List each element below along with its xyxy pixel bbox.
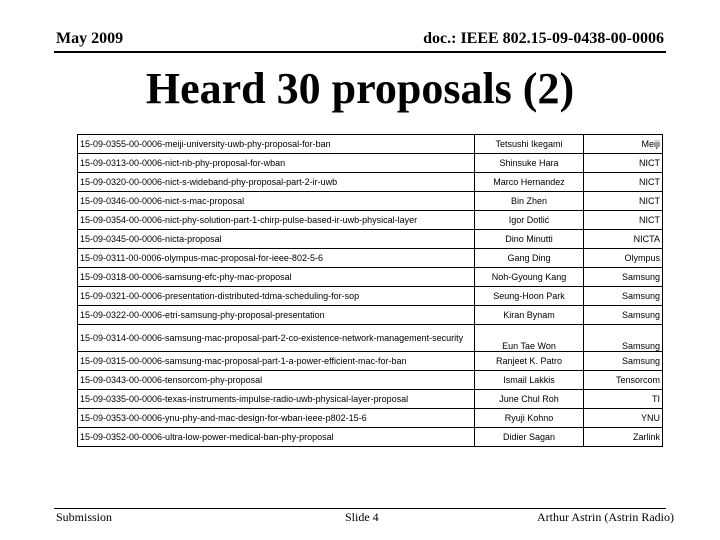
table-row	[78, 211, 663, 230]
doc-cell: 15-09-0355-00-0006-meiji-university-uwb-phy-proposal-for-ban	[78, 135, 475, 154]
slide-title: Heard 30 proposals (2)	[145, 64, 575, 113]
table-row	[78, 428, 663, 447]
org-cell: NICT	[584, 173, 663, 192]
table-row	[78, 268, 663, 287]
author-cell: Ismail Lakkis	[475, 371, 584, 390]
author-cell: Ryuji Kohno	[475, 409, 584, 428]
doc-cell: 15-09-0343-00-0006-tensorcom-phy-proposal	[78, 371, 475, 390]
table-row	[78, 287, 663, 306]
doc-cell: 15-09-0320-00-0006-nict-s-wideband-phy-proposal-part-2-ir-uwb	[78, 173, 475, 192]
author-cell: Seung-Hoon Park	[475, 287, 584, 306]
author-cell: Bin Zhen	[475, 192, 584, 211]
table-row	[78, 325, 663, 352]
org-cell: Samsung	[584, 287, 663, 306]
footer-rule	[54, 508, 666, 509]
author-cell: Dino Minutti	[475, 230, 584, 249]
org-cell: NICT	[584, 154, 663, 173]
table-row	[78, 154, 663, 173]
org-cell: Tensorcom	[584, 371, 663, 390]
org-cell: Meiji	[584, 135, 663, 154]
author-cell: Ranjeet K. Patro	[475, 352, 584, 371]
author-cell: Tetsushi Ikegami	[475, 135, 584, 154]
table-row	[78, 390, 663, 409]
org-cell: Samsung	[584, 306, 663, 325]
header-rule	[54, 51, 666, 53]
table-row	[78, 135, 663, 154]
doc-cell: 15-09-0322-00-0006-etri-samsung-phy-proposal-presentation	[78, 306, 475, 325]
doc-cell: 15-09-0345-00-0006-nicta-proposal	[78, 230, 475, 249]
doc-cell: 15-09-0321-00-0006-presentation-distributed-tdma-scheduling-for-sop	[78, 287, 475, 306]
author-cell: Didier Sagan	[475, 428, 584, 447]
author-cell: Shinsuke Hara	[475, 154, 584, 173]
table-row	[78, 306, 663, 325]
footer-slide-number: Slide 4	[345, 510, 379, 524]
author-cell: Kiran Bynam	[475, 306, 584, 325]
doc-cell: 15-09-0313-00-0006-nict-nb-phy-proposal-for-wban	[78, 154, 475, 173]
org-cell: Olympus	[584, 249, 663, 268]
doc-cell: 15-09-0335-00-0006-texas-instruments-impulse-radio-uwb-physical-layer-proposal	[78, 390, 475, 409]
doc-cell: 15-09-0318-00-0006-samsung-efc-phy-mac-proposal	[78, 268, 475, 287]
footer-author: Arthur Astrin (Astrin Radio)	[537, 510, 674, 524]
org-cell: Zarlink	[584, 428, 663, 447]
doc-cell: 15-09-0352-00-0006-ultra-low-power-medical-ban-phy-proposal	[78, 428, 475, 447]
org-cell: NICTA	[584, 230, 663, 249]
org-cell: YNU	[584, 409, 663, 428]
doc-cell: 15-09-0346-00-0006-nict-s-mac-proposal	[78, 192, 475, 211]
proposals-table	[77, 134, 663, 447]
author-cell: Gang Ding	[475, 249, 584, 268]
doc-cell: 15-09-0311-00-0006-olympus-mac-proposal-for-ieee-802-5-6	[78, 249, 475, 268]
org-cell: Samsung	[584, 268, 663, 287]
doc-cell: 15-09-0354-00-0006-nict-phy-solution-part-1-chirp-pulse-based-ir-uwb-physical-layer	[78, 211, 475, 230]
doc-cell: 15-09-0315-00-0006-samsung-mac-proposal-part-1-a-power-efficient-mac-for-ban	[78, 352, 475, 371]
author-cell: Igor Dotlić	[475, 211, 584, 230]
table-row	[78, 371, 663, 390]
author-cell: Noh-Gyoung Kang	[475, 268, 584, 287]
author-cell: Marco Hernandez	[475, 173, 584, 192]
author-cell: June Chul Roh	[475, 390, 584, 409]
header-date: May 2009	[56, 30, 124, 47]
org-cell: TI	[584, 390, 663, 409]
org-cell: NICT	[584, 211, 663, 230]
org-cell: Samsung	[584, 325, 663, 352]
table-row	[78, 352, 663, 371]
table-row	[78, 173, 663, 192]
org-cell: Samsung	[584, 352, 663, 371]
proposals-table-body	[78, 135, 663, 447]
doc-cell: 15-09-0314-00-0006-samsung-mac-proposal-part-2-co-existence-network-management-security	[78, 325, 475, 352]
doc-cell: 15-09-0353-00-0006-ynu-phy-and-mac-design-for-wban-ieee-p802-15-6	[78, 409, 475, 428]
author-cell: Eun Tae Won	[475, 325, 584, 352]
table-row	[78, 249, 663, 268]
table-row	[78, 192, 663, 211]
header-doc-id: doc.: IEEE 802.15-09-0438-00-0006	[423, 30, 664, 47]
table-row	[78, 409, 663, 428]
table-row	[78, 230, 663, 249]
org-cell: NICT	[584, 192, 663, 211]
footer-submission: Submission	[56, 510, 113, 524]
